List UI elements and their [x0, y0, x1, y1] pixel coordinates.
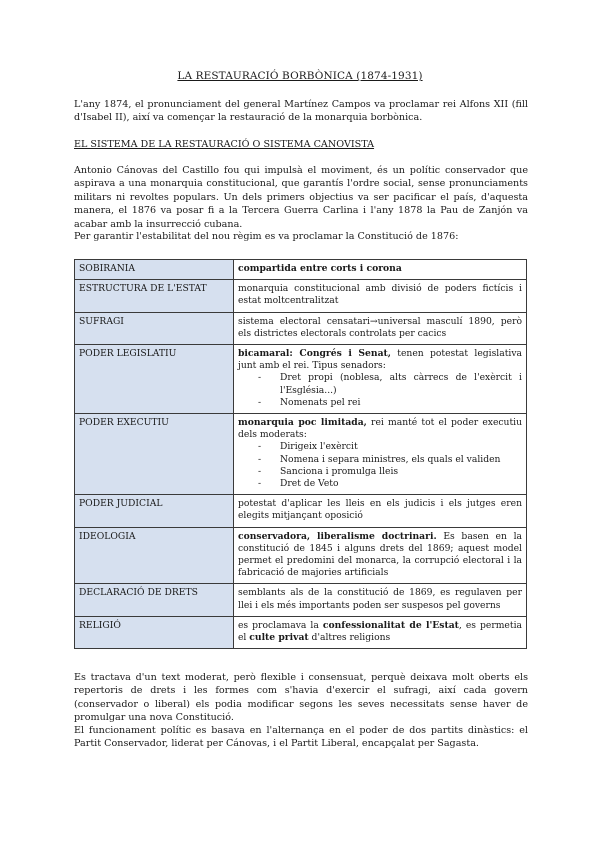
row-value-emphasis: confessionalitat de l'Estat: [322, 619, 459, 631]
row-value: [234, 527, 527, 584]
section-heading: EL SISTEMA DE LA RESTAURACIÓ O SISTEMA CANOVISTA: [74, 139, 375, 150]
row-value-text: Es basen en la constitució de 1845 i alguns drets del 1869; aquest model permet el predomini del monarca, la corrupció electoral i la fabricació de majories artificials: [238, 530, 522, 579]
senator-types-list: [238, 372, 522, 409]
row-value: semblants als de la constitució de 1869, es regulaven per llei i els més importants poden ser suspesos pel governs: [234, 584, 527, 616]
row-value-emphasis: conservadora, liberalisme doctrinari.: [238, 530, 437, 542]
list-item: - Nomena i separa ministres, els quals el validen: [258, 454, 522, 466]
row-value: sistema electoral censatari→universal masculí 1890, però els districtes electorals controlats per cacics: [234, 312, 527, 344]
table-row: [75, 495, 527, 527]
row-label: PODER EXECUTIU: [75, 414, 234, 495]
row-value-emphasis: culte privat: [249, 632, 309, 644]
row-label: IDEOLOGIA: [75, 527, 234, 584]
table-row: [75, 260, 527, 280]
row-value: potestat d'aplicar les lleis en els judicis i els jutges eren elegits mitjançant oposició: [234, 495, 527, 527]
row-value-text: , es permetia el: [238, 619, 522, 644]
row-value-text: rei manté tot el poder executiu dels moderats:: [238, 417, 522, 441]
constitution-table: [74, 259, 527, 649]
page-title: LA RESTAURACIÓ BORBÒNICA (1874-1931): [177, 70, 423, 82]
constitution-paragraph: Per garantir l'estabilitat del nou règim es va proclamar la Constitució de 1876:: [74, 231, 459, 242]
intro-paragraph: L'any 1874, el pronunciament del general Martínez Campos va proclamar rei Alfons XII (fill d'Isabel II), així va començar la restauració de la monarquia borbònica.: [74, 99, 528, 124]
table-row: [75, 527, 527, 584]
table-row: [75, 312, 527, 344]
list-item: - Dret de Veto: [258, 478, 522, 490]
row-value: [234, 345, 527, 414]
row-value: [234, 414, 527, 495]
row-label: SOBIRANIA: [75, 260, 234, 280]
list-item: - Sanciona i promulga lleis: [258, 466, 522, 478]
row-value-text: tenen potestat legislativa junt amb el rei. Tipus senadors:: [238, 348, 523, 372]
table-row: [75, 616, 527, 648]
list-item: - Dirigeix l'exèrcit: [258, 441, 522, 453]
row-value-emphasis: monarquia poc limitada,: [238, 417, 367, 429]
row-value: monarquia constitucional amb divisió de poders fictícis i estat moltcentralitzat: [234, 280, 527, 312]
row-label: RELIGIÓ: [75, 616, 234, 648]
canovas-paragraph: Antonio Cánovas del Castillo fou qui impulsà el moviment, és un polític conservador que aspirava a una monarquia constitucional, que garantís l'ordre social, sense pronunciaments militars ni revoltes populars. Un dels primers objectius va ser pacificar el país, d'aquesta manera, el 1876 va posar fi a la Tercera Guerra Carlina i l'any 1878 la Pau de Zanjón va acabar amb la insurrecció cubana.: [74, 165, 528, 230]
row-value-text: es proclamava la: [238, 619, 323, 631]
table-row: [75, 280, 527, 312]
row-label: ESTRUCTURA DE L'ESTAT: [75, 280, 234, 312]
row-value: compartida entre corts i corona: [234, 260, 527, 280]
row-value-emphasis: bicamaral: Congrés i Senat,: [238, 348, 391, 360]
moderate-text-paragraph: Es tractava d'un text moderat, però flexible i consensuat, perquè deixava molt oberts els repertoris de drets i les formes com s'havia d'exercir el sufragi, així cada govern (conservador o liberal) els podia modificar segons les seves necessitats sense haver de promulgar una nova Constitució.: [74, 672, 528, 724]
row-label: DECLARACIÓ DE DRETS: [75, 584, 234, 616]
row-label: PODER LEGISLATIU: [75, 345, 234, 414]
list-item: - Nomenats pel rei: [258, 397, 522, 409]
table-row: [75, 345, 527, 414]
row-label: PODER JUDICIAL: [75, 495, 234, 527]
alternance-paragraph: El funcionament polític es basava en l'alternança en el poder de dos partits dinàstics: el Partit Conservador, liderat per Cánovas, i el Partit Liberal, encapçalat per Sagasta.: [74, 725, 528, 750]
row-value: [234, 616, 527, 648]
table-row: [75, 584, 527, 616]
executive-powers-list: [238, 441, 522, 490]
row-label: SUFRAGI: [75, 312, 234, 344]
table-row: [75, 414, 527, 495]
row-value-text: d'altres religions: [308, 632, 391, 644]
list-item: - Dret propi (noblesa, alts càrrecs de l'exèrcit i l'Església...): [258, 372, 522, 396]
